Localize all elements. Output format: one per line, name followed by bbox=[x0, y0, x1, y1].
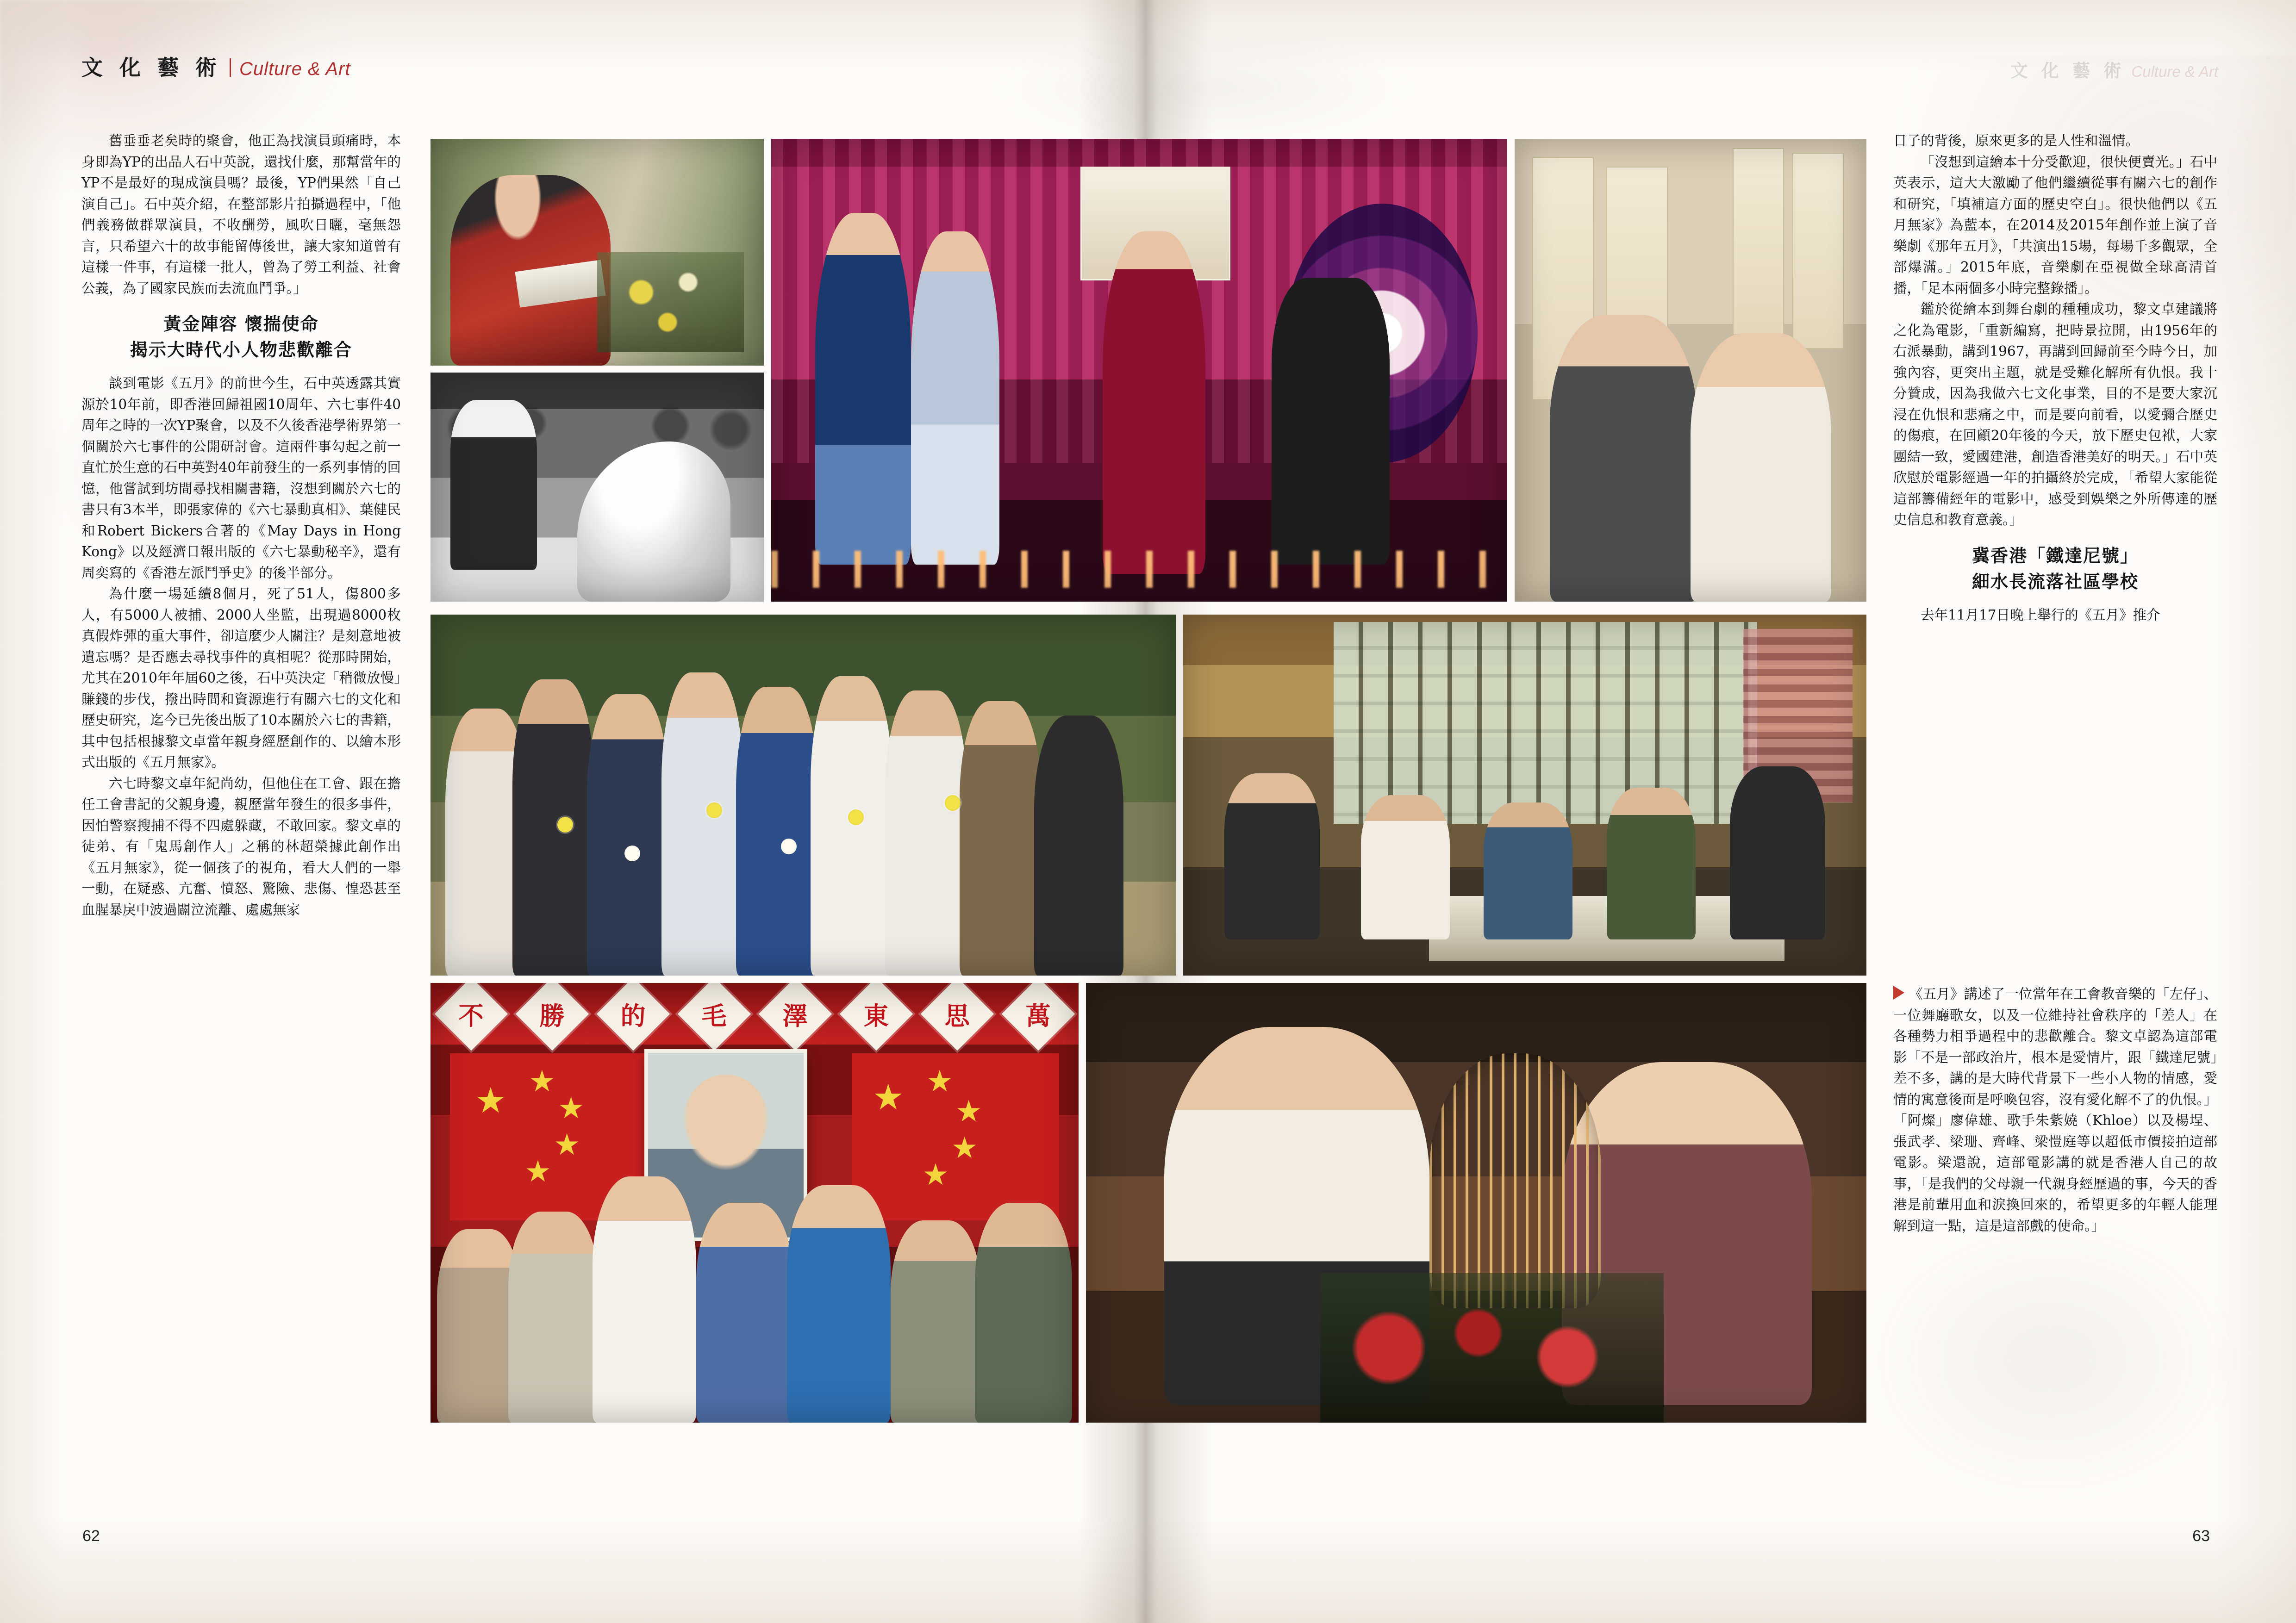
banner-character-text: 思 bbox=[944, 1001, 970, 1030]
star-icon: ★ bbox=[922, 1158, 949, 1192]
figure-person bbox=[960, 701, 1042, 976]
photo-caption bbox=[1893, 984, 2217, 1237]
star-icon: ★ bbox=[524, 1155, 551, 1188]
star-icon: ★ bbox=[474, 1081, 506, 1120]
page-number-left: 62 bbox=[82, 1527, 100, 1545]
subheading-line-1: 冀香港「鐵達尼號」 bbox=[1972, 545, 2139, 566]
flower-yellow bbox=[848, 809, 864, 825]
paragraph: 為什麼一場延續8個月，死了51人，傷800多人，有5000人被捕、2000人坐監，出現過8000枚真假炸彈的重大事件，卻這麼少人關注？是刻意地被遺忘嗎？是否應去尋找事件的真相呢？從那時開始，尤其在2010年年屆60之後，石中英決定「稍微放慢」賺錢的步伐，撥出時間和資源進行有關六七的文化和歷史研究，迄今已先後出版了10本關於六七的書籍，其中包括根據黎文卓當年親身經歷創作的、以繪本形式出版的《五月無家》。 bbox=[81, 586, 401, 770]
section-header-cn-ghost: 文 化 藝 術 bbox=[2010, 60, 2125, 81]
figure-person bbox=[1484, 802, 1572, 939]
subheading-line-1: 黃金陣容 懷揣使命 bbox=[163, 313, 319, 334]
figure-actor bbox=[508, 1212, 599, 1423]
banner-character bbox=[677, 983, 750, 1051]
figure-person bbox=[1607, 788, 1696, 939]
figure-person bbox=[736, 687, 818, 976]
flag-prc-right bbox=[852, 1053, 1059, 1220]
photo-content bbox=[1183, 615, 1866, 976]
section-header-cn: 文 化 藝 術 bbox=[81, 55, 222, 80]
figure-woman-1 bbox=[1550, 315, 1697, 602]
banner-character bbox=[434, 983, 507, 1051]
photo-group-men-with-flowers bbox=[430, 615, 1176, 976]
flower-white bbox=[624, 846, 640, 861]
paragraph: 去年11月17日晚上舉行的《五月》推介 bbox=[1921, 607, 2160, 623]
star-icon: ★ bbox=[926, 1064, 953, 1098]
banner-character-text: 萬 bbox=[1025, 1001, 1051, 1030]
banner-character bbox=[596, 983, 669, 1051]
figure-person bbox=[1224, 773, 1320, 939]
stage-footlights bbox=[771, 551, 1507, 588]
right-text-column bbox=[1893, 131, 2217, 626]
photo-content bbox=[430, 983, 1079, 1423]
figure-person bbox=[885, 690, 967, 976]
figure-singer-2 bbox=[911, 231, 999, 565]
subheading-line-2: 細水長流落社區學校 bbox=[1972, 571, 2139, 592]
left-text-column bbox=[81, 131, 401, 920]
figure-person bbox=[1034, 715, 1123, 976]
photo-content bbox=[430, 615, 1176, 976]
caption-text: 《五月》講述了一位當年在工會教音樂的「左仔」、一位舞廳歌女，以及一位維持社會秩序的「差人」在各種勢力相爭過程中的悲歡離合。黎文卓認為這部電影「不是一部政治片，根本是愛情片，跟「鐵達尼號」差不多，講的是大時代背景下一些小人物的情感，愛情的寓意後面是呼喚包容，沒有愛化解不了的仇恨。」「阿燦」廖偉雄、歌手朱紫嬈（Khloe）以及楊埕、張武孝、梁珊、齊峰、梁愷庭等以超低市價接拍這部電影。梁還說，這部電影講的就是香港人自己的故事，「是我們的父母親一代親身經歷過的事，今天的香港是前輩用血和淚換回來的，希望更多的年輕人能理解到這一點，這是這部戲的使命。」 bbox=[1893, 986, 2217, 1234]
figure-woman-2 bbox=[1691, 333, 1831, 602]
object-flowers bbox=[597, 252, 744, 352]
paragraph: 日子的背後，原來更多的是人性和溫情。 bbox=[1893, 133, 2140, 149]
flower-yellow bbox=[945, 795, 961, 811]
object-roses bbox=[1320, 1273, 1664, 1423]
section-divider bbox=[230, 58, 231, 77]
star-icon: ★ bbox=[951, 1132, 978, 1165]
figure-singer-3 bbox=[1103, 231, 1206, 574]
paragraph: 談到電影《五月》的前世今生，石中英透露其實源於10年前，即香港回歸祖國10周年、六七事件40周年之時的一次YP聚會，以及不久後香港學術界第一個關於六七事件的公開研討會。這兩件事勾起之前一直忙於生意的石中英對40年前發生的一系列事情的回憶，他嘗試到坊間尋找相關書籍，沒想到關於六七的書只有3本半，即張家偉的《六七暴動真相》、葉健民和Robert Bickers合著的《May Days in Hong Kong》以及經濟日報出版的《六七暴動秘辛》，還有周奕寫的《香港左派鬥爭史》的後半部分。 bbox=[81, 375, 401, 581]
figure-actor bbox=[593, 1176, 696, 1423]
figure-person bbox=[587, 694, 669, 976]
figure-actor bbox=[696, 1203, 793, 1423]
background-windows bbox=[1334, 622, 1757, 824]
photo-nightclub-stage-singers bbox=[771, 139, 1507, 602]
banner-character-text: 澤 bbox=[782, 1001, 808, 1030]
triangle-marker-icon bbox=[1893, 986, 1904, 1000]
calligraphy-scroll bbox=[1792, 153, 1843, 349]
page-number-right: 63 bbox=[2192, 1527, 2210, 1545]
section-header-en-ghost: Culture & Art bbox=[2131, 63, 2218, 80]
figure-silhouette bbox=[1272, 278, 1389, 565]
banner-character bbox=[758, 983, 831, 1051]
banner-character-text: 的 bbox=[620, 1001, 646, 1030]
subheading-line-2: 揭示大時代小人物悲歡離合 bbox=[130, 339, 352, 360]
section-header-en: Culture & Art bbox=[239, 59, 351, 79]
banner-character-text: 東 bbox=[863, 1001, 889, 1030]
flower-white bbox=[781, 839, 797, 854]
paragraph: 「沒想到這繪本十分受歡迎，很快便賣光。」石中英表示，這大大激勵了他們繼續從事有關六七的創作和研究，「填補這方面的歷史空白」。很快他們以《五月無家》為藍本，在2014及2015年創作並上演了音樂劇《那年五月》，「共演出15場，每場千多觀眾，全部爆滿。」2015年底，音樂劇在亞視做全球高清首播，「足本兩個多小時完整錄播」。 bbox=[1893, 154, 2217, 296]
photo-content bbox=[430, 139, 764, 366]
banner-character-text: 毛 bbox=[701, 1001, 727, 1030]
object-birdcage bbox=[1429, 1053, 1601, 1308]
star-icon: ★ bbox=[554, 1128, 580, 1162]
figure-person bbox=[512, 679, 594, 976]
section-header bbox=[81, 51, 351, 81]
photo-two-women-calligraphy bbox=[1515, 139, 1866, 602]
figure-actor bbox=[787, 1185, 891, 1423]
photo-content bbox=[771, 139, 1507, 602]
star-icon: ★ bbox=[529, 1064, 555, 1098]
photo-content bbox=[1086, 983, 1866, 1423]
star-icon: ★ bbox=[557, 1091, 585, 1125]
figure-singer-1 bbox=[815, 213, 911, 565]
stage-banner bbox=[430, 983, 1079, 1045]
photo-content bbox=[430, 373, 764, 602]
photo-bw-wedding-dance bbox=[430, 373, 764, 602]
figure-man bbox=[450, 400, 537, 569]
photo-content bbox=[1515, 139, 1866, 602]
figure-actor bbox=[891, 1220, 981, 1423]
paragraph: 舊垂垂老矣時的聚會，他正為找演員頭痛時，本身即為YP的出品人石中英說，還找什麼，那幫當年的YP不是最好的現成演員嗎？最後，YP們果然「自己演自己」。石中英介紹，在整部影片拍攝過程中，「他們義務做群眾演員，不收酬勞，風吹日曬，毫無怨言，只希望六十的故事能留傳後世，讓大家知道曾有這樣一件事，有這樣一批人，曾為了勞工利益、社會公義，為了國家民族而去流血鬥爭。」 bbox=[81, 133, 401, 296]
figure-person bbox=[1730, 766, 1826, 939]
star-icon: ★ bbox=[872, 1078, 904, 1117]
flower-yellow bbox=[557, 817, 573, 833]
banner-character-text: 勝 bbox=[539, 1001, 565, 1030]
calligraphy-scroll bbox=[1733, 148, 1784, 335]
paragraph: 六七時黎文卓年紀尚幼，但他住在工會、跟在擔任工會書記的父親身邊，親歷當年發生的很多事件，因怕警察搜捕不得不四處躲藏，不敢回家。黎文卓的徒弟、有「鬼馬創作人」之稱的林超榮據此創作出《五月無家》，從一個孩子的視角，看大人們的一舉一動，在疑惑、亢奮、憤怒、驚險、悲傷、惶恐甚至血腥暴戾中波過闢泣流離、處處無家 bbox=[81, 775, 401, 918]
photo-stage-mao-portrait bbox=[430, 983, 1079, 1423]
star-icon: ★ bbox=[955, 1094, 982, 1128]
section-header-bleedthrough bbox=[2010, 56, 2218, 82]
photo-girl-reading-flowers bbox=[430, 139, 764, 366]
banner-character bbox=[920, 983, 993, 1051]
photo-couple-birdcage bbox=[1086, 983, 1866, 1423]
banner-character-text: 不 bbox=[458, 1001, 484, 1030]
banner-character bbox=[515, 983, 588, 1051]
banner-character bbox=[1001, 983, 1074, 1051]
figure-person bbox=[661, 672, 743, 976]
figure-person bbox=[1361, 795, 1450, 939]
paragraph: 鑑於從繪本到舞台劇的種種成功，黎文卓建議將之化為電影，「重新編寫，把時景拉開，由1956年的右派暴動，講到1967，再講到回歸前至今時今日，加強內容，更突出主題，就是受難化解所有仇恨。我十分贊成，因為我做六七文化事業，目的不是要大家沉浸在仇恨和悲痛之中，而是要向前看，以愛彌合歷史的傷痕，在回顧20年後的今天，放下歷史包袱，大家團結一致，愛國建港，創造香港美好的明天。」石中英欣慰於電影經過一年的拍攝終於完成，「希望大家能從這部籌備經年的電影中，感受到娛樂之外所傳達的歷史信息和教育意義。」 bbox=[1893, 301, 2217, 528]
banner-character bbox=[839, 983, 912, 1051]
photo-interior-windows-gathering bbox=[1183, 615, 1866, 976]
figure-person bbox=[811, 676, 892, 976]
figure-actor bbox=[975, 1203, 1072, 1423]
portrait-face bbox=[682, 1075, 769, 1170]
flower-yellow bbox=[706, 802, 722, 818]
